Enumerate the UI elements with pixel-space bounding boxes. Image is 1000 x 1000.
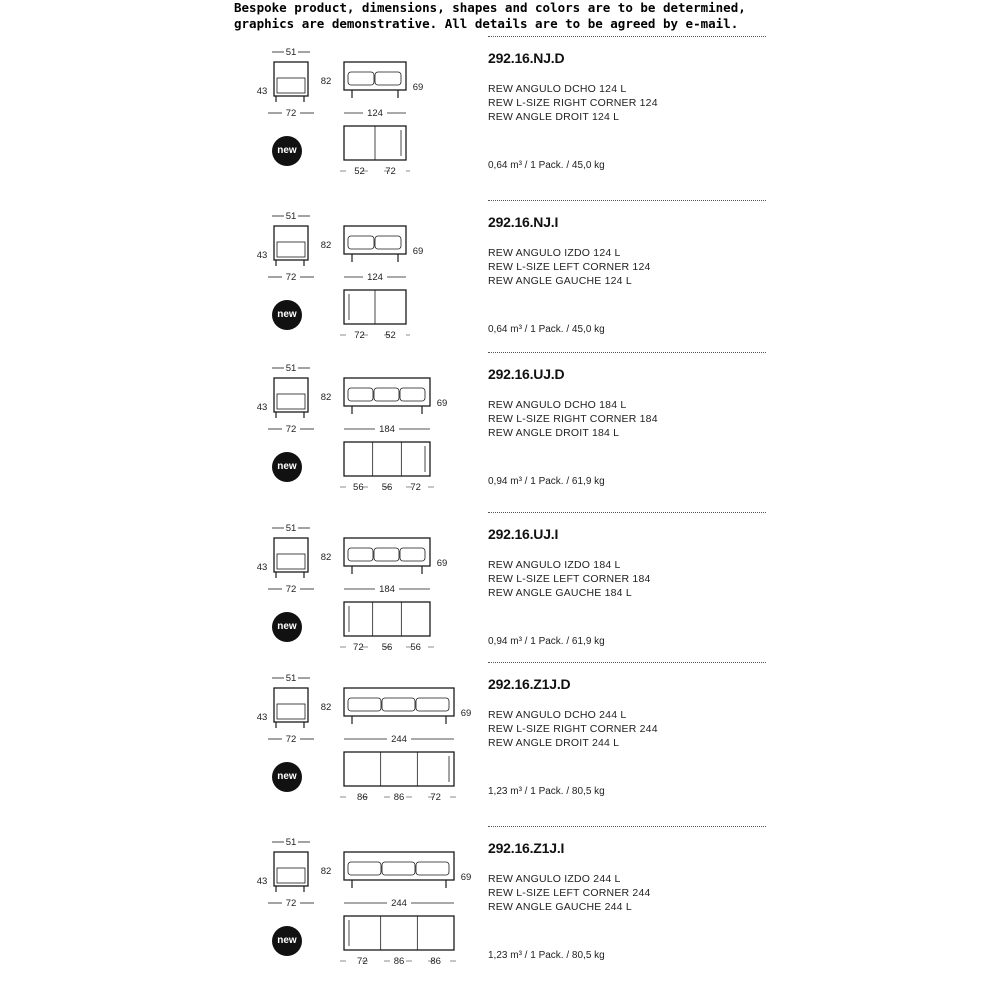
product-name-line: REW L-SIZE LEFT CORNER 244 <box>488 887 651 899</box>
front-height-label: 82 <box>320 240 332 251</box>
plan-dimension-label: 56 <box>381 482 393 493</box>
drawing-canvas <box>240 837 480 1000</box>
product-name-line: REW ANGLE GAUCHE 184 L <box>488 587 632 599</box>
technical-drawings <box>240 673 472 836</box>
side-view <box>257 363 314 435</box>
side-width-label: 72 <box>285 734 297 745</box>
product-name-line: REW ANGLE GAUCHE 244 L <box>488 901 632 913</box>
plan-dimension-label: 72 <box>385 166 396 177</box>
technical-drawings <box>240 211 470 374</box>
side-view-outline <box>274 378 308 412</box>
product-292-16-nj-i <box>240 211 765 374</box>
front-view-cushion <box>348 548 373 561</box>
side-view-outline <box>274 538 308 572</box>
product-name-line: REW ANGULO IZDO 184 L <box>488 559 621 571</box>
side-view-outline <box>274 62 308 96</box>
front-view-outline <box>344 688 454 716</box>
product-name-line: REW L-SIZE LEFT CORNER 184 <box>488 573 651 585</box>
plan-dimension-label: 56 <box>381 642 393 653</box>
product-name-line: REW ANGULO IZDO 244 L <box>488 873 621 885</box>
plan-dimension-label: 56 <box>353 482 364 493</box>
side-view <box>257 47 314 119</box>
front-arm-height-label: 69 <box>460 708 472 719</box>
technical-drawings <box>240 837 472 1000</box>
front-width-label: 124 <box>367 272 383 283</box>
side-view-seat <box>277 394 305 409</box>
front-width-label: 244 <box>391 898 407 909</box>
new-badge: new <box>272 452 302 482</box>
front-view <box>321 62 424 119</box>
plan-dimension-label: 72 <box>357 956 368 967</box>
side-view <box>257 523 314 595</box>
product-code: 292.16.UJ.I <box>488 526 559 542</box>
side-view-seat <box>277 242 305 257</box>
plan-view <box>340 916 458 967</box>
front-arm-height-label: 69 <box>412 82 424 93</box>
side-width-label: 72 <box>285 272 297 283</box>
side-height-label: 43 <box>256 562 268 573</box>
side-depth-label: 51 <box>285 673 297 684</box>
product-name-line: REW ANGULO DCHO 184 L <box>488 399 627 411</box>
product-names <box>488 872 651 914</box>
new-badge: new <box>272 762 302 792</box>
front-arm-height-label: 69 <box>436 558 448 569</box>
front-height-label: 82 <box>320 866 332 877</box>
front-height-label: 82 <box>320 552 332 563</box>
disclaimer-line-1: Bespoke product, dimensions, shapes and colors are to be determined, <box>234 0 746 15</box>
new-badge: new <box>272 612 302 642</box>
front-view <box>321 852 472 909</box>
side-view-outline <box>274 226 308 260</box>
front-view-cushion <box>375 236 401 249</box>
plan-dimension-label: 72 <box>353 642 364 653</box>
product-name-line: REW ANGULO DCHO 124 L <box>488 83 627 95</box>
front-view-cushion <box>348 236 374 249</box>
front-view <box>321 688 472 745</box>
side-height-label: 43 <box>256 86 268 97</box>
front-view-cushion <box>382 862 415 875</box>
front-width-label: 184 <box>379 584 395 595</box>
side-depth-label: 51 <box>285 47 297 58</box>
product-code: 292.16.Z1J.D <box>488 676 571 692</box>
product-names <box>488 708 658 750</box>
new-badge: new <box>272 926 302 956</box>
front-view <box>321 226 424 283</box>
product-name-line: REW L-SIZE LEFT CORNER 124 <box>488 261 651 273</box>
front-view-cushion <box>382 698 415 711</box>
front-view-cushion <box>348 72 374 85</box>
side-view-outline <box>274 688 308 722</box>
side-height-label: 43 <box>256 712 268 723</box>
section-separator <box>488 512 766 513</box>
product-names <box>488 82 658 124</box>
product-names <box>488 246 651 288</box>
side-height-label: 43 <box>256 876 268 887</box>
plan-view <box>340 126 410 177</box>
product-name-line: REW L-SIZE RIGHT CORNER 244 <box>488 723 658 735</box>
side-view-seat <box>277 704 305 719</box>
product-code: 292.16.UJ.D <box>488 366 565 382</box>
product-names <box>488 558 651 600</box>
side-depth-label: 51 <box>285 523 297 534</box>
disclaimer-notice <box>234 0 794 32</box>
side-depth-label: 51 <box>285 837 297 848</box>
front-view-cushion <box>348 862 381 875</box>
front-height-label: 82 <box>320 76 332 87</box>
front-width-label: 124 <box>367 108 383 119</box>
drawing-canvas <box>240 47 480 210</box>
front-view-cushion <box>348 698 381 711</box>
package-info: 0,94 m³ / 1 Pack. / 61,9 kg <box>488 476 605 487</box>
front-arm-height-label: 69 <box>436 398 448 409</box>
product-name-line: REW L-SIZE RIGHT CORNER 124 <box>488 97 658 109</box>
front-width-label: 184 <box>379 424 395 435</box>
technical-drawings <box>240 47 470 210</box>
plan-dimension-label: 56 <box>410 642 421 653</box>
plan-dimension-label: 72 <box>354 330 365 341</box>
front-view <box>321 538 448 595</box>
plan-view-outline <box>344 442 430 476</box>
product-name-line: REW ANGLE DROIT 124 L <box>488 111 620 123</box>
product-code: 292.16.NJ.D <box>488 50 565 66</box>
front-view-cushion <box>348 388 373 401</box>
front-view-cushion <box>400 548 425 561</box>
front-view-outline <box>344 538 430 566</box>
drawing-canvas <box>240 673 480 836</box>
section-separator <box>488 352 766 353</box>
plan-dimension-label: 86 <box>393 792 405 803</box>
front-width-label: 244 <box>391 734 407 745</box>
side-height-label: 43 <box>256 402 268 413</box>
side-view-seat <box>277 554 305 569</box>
front-arm-height-label: 69 <box>460 872 472 883</box>
product-name-line: REW ANGULO IZDO 124 L <box>488 247 621 259</box>
front-view-cushion <box>400 388 425 401</box>
product-292-16-z1j-i <box>240 837 765 1000</box>
product-name-line: REW ANGLE DROIT 184 L <box>488 427 620 439</box>
drawing-canvas <box>240 363 480 526</box>
plan-view <box>340 602 434 653</box>
package-info: 0,94 m³ / 1 Pack. / 61,9 kg <box>488 636 605 647</box>
side-view <box>257 837 314 909</box>
front-view-cushion <box>416 862 449 875</box>
disclaimer-line-2: graphics are demonstrative. All details are to be agreed by e-mail. <box>234 16 739 31</box>
product-name-line: REW ANGLE DROIT 244 L <box>488 737 620 749</box>
technical-drawings <box>240 363 470 526</box>
product-name-line: REW ANGLE GAUCHE 124 L <box>488 275 632 287</box>
side-width-label: 72 <box>285 424 297 435</box>
front-height-label: 82 <box>320 392 332 403</box>
plan-dimension-label: 86 <box>430 956 441 967</box>
product-name-line: REW ANGULO DCHO 244 L <box>488 709 627 721</box>
side-width-label: 72 <box>285 108 297 119</box>
plan-dimension-label: 72 <box>430 792 441 803</box>
side-view-seat <box>277 78 305 93</box>
product-292-16-uj-d <box>240 363 765 526</box>
package-info: 1,23 m³ / 1 Pack. / 80,5 kg <box>488 950 605 961</box>
front-view-cushion <box>375 72 401 85</box>
front-view-cushion <box>374 548 399 561</box>
plan-view-outline <box>344 602 430 636</box>
new-badge: new <box>272 300 302 330</box>
plan-view-outline <box>344 752 454 786</box>
new-badge: new <box>272 136 302 166</box>
side-view-outline <box>274 852 308 886</box>
side-view-seat <box>277 868 305 883</box>
plan-view <box>340 290 410 341</box>
plan-dimension-label: 52 <box>354 166 365 177</box>
front-view-cushion <box>416 698 449 711</box>
drawing-canvas <box>240 523 480 686</box>
section-separator <box>488 826 766 827</box>
side-depth-label: 51 <box>285 363 297 374</box>
front-view-outline <box>344 852 454 880</box>
section-separator <box>488 200 766 201</box>
plan-view-outline <box>344 916 454 950</box>
front-view-cushion <box>374 388 399 401</box>
product-code: 292.16.Z1J.I <box>488 840 565 856</box>
side-view <box>257 673 314 745</box>
product-names <box>488 398 658 440</box>
front-view <box>321 378 448 435</box>
side-width-label: 72 <box>285 584 297 595</box>
section-separator <box>488 662 766 663</box>
front-view-outline <box>344 378 430 406</box>
side-height-label: 43 <box>256 250 268 261</box>
plan-dimension-label: 86 <box>357 792 368 803</box>
section-separator <box>488 36 766 37</box>
package-info: 0,64 m³ / 1 Pack. / 45,0 kg <box>488 160 605 171</box>
drawing-canvas <box>240 211 480 374</box>
side-width-label: 72 <box>285 898 297 909</box>
plan-view <box>340 442 434 493</box>
product-name-line: REW L-SIZE RIGHT CORNER 184 <box>488 413 658 425</box>
package-info: 1,23 m³ / 1 Pack. / 80,5 kg <box>488 786 605 797</box>
front-arm-height-label: 69 <box>412 246 424 257</box>
technical-drawings <box>240 523 470 686</box>
product-code: 292.16.NJ.I <box>488 214 559 230</box>
side-view <box>257 211 314 283</box>
plan-dimension-label: 72 <box>410 482 421 493</box>
plan-view <box>340 752 458 803</box>
product-292-16-z1j-d <box>240 673 765 836</box>
front-height-label: 82 <box>320 702 332 713</box>
plan-dimension-label: 86 <box>393 956 405 967</box>
side-depth-label: 51 <box>285 211 297 222</box>
package-info: 0,64 m³ / 1 Pack. / 45,0 kg <box>488 324 605 335</box>
plan-dimension-label: 52 <box>385 330 396 341</box>
product-292-16-nj-d <box>240 47 765 210</box>
